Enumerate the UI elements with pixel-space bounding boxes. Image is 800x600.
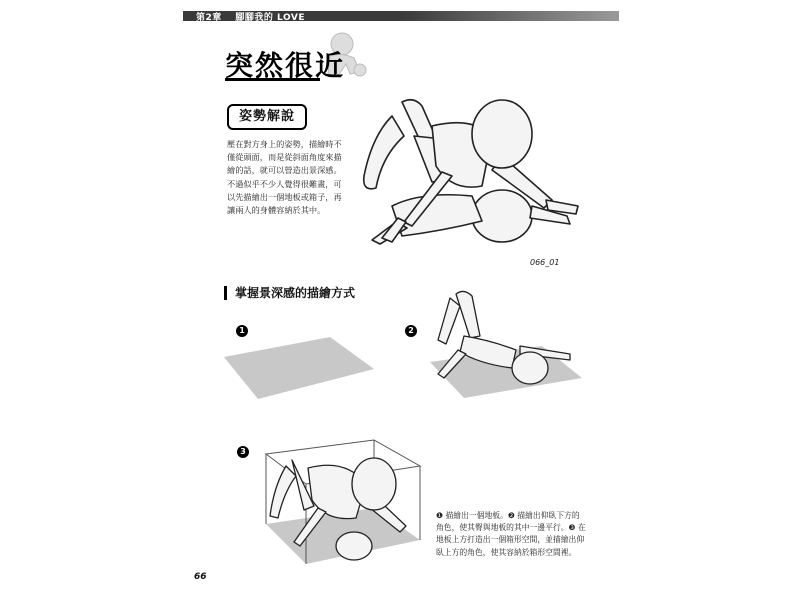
chapter-label: 第2章 (196, 13, 222, 23)
section-heading: 掌握景深感的描繪方式 (224, 286, 355, 300)
title-block (225, 44, 345, 84)
step-3-marker: 3 (237, 446, 249, 458)
pose-explanation-text: 壓在對方身上的姿勢，描繪時不僅從頭面，而是從斜面角度來描繪的話，就可以營造出景深感。不過似乎不少人覺得很難畫，可以先描繪出一個地板或箱子，再讓兩人的身體容納於其中。 (227, 139, 342, 216)
step-2-illustration (420, 288, 590, 408)
main-pose-illustration (352, 96, 592, 266)
pose-explanation-badge: 姿勢解說 (227, 104, 307, 130)
figure-caption: 066_01 (530, 258, 560, 267)
chapter-title: 腳腳我的 LOVE (235, 13, 305, 23)
step-2-marker: 2 (405, 325, 417, 337)
step-explanation-text: ❶ 描繪出一個地板。❷ 描繪出仰臥下方的角色，使其臀與地板的其中一邊平行。❸ 在地板上方打造出一個箱形空間，並描繪出仰臥上方的角色，使其容納於箱形空間裡。 (436, 511, 586, 557)
step-1-floor (218, 335, 378, 405)
step-1-marker: 1 (236, 325, 248, 337)
running-header (196, 10, 315, 23)
page-title: 突然很近 (225, 49, 346, 82)
step-3-illustration (256, 436, 436, 576)
page-number: 66 (194, 572, 207, 582)
